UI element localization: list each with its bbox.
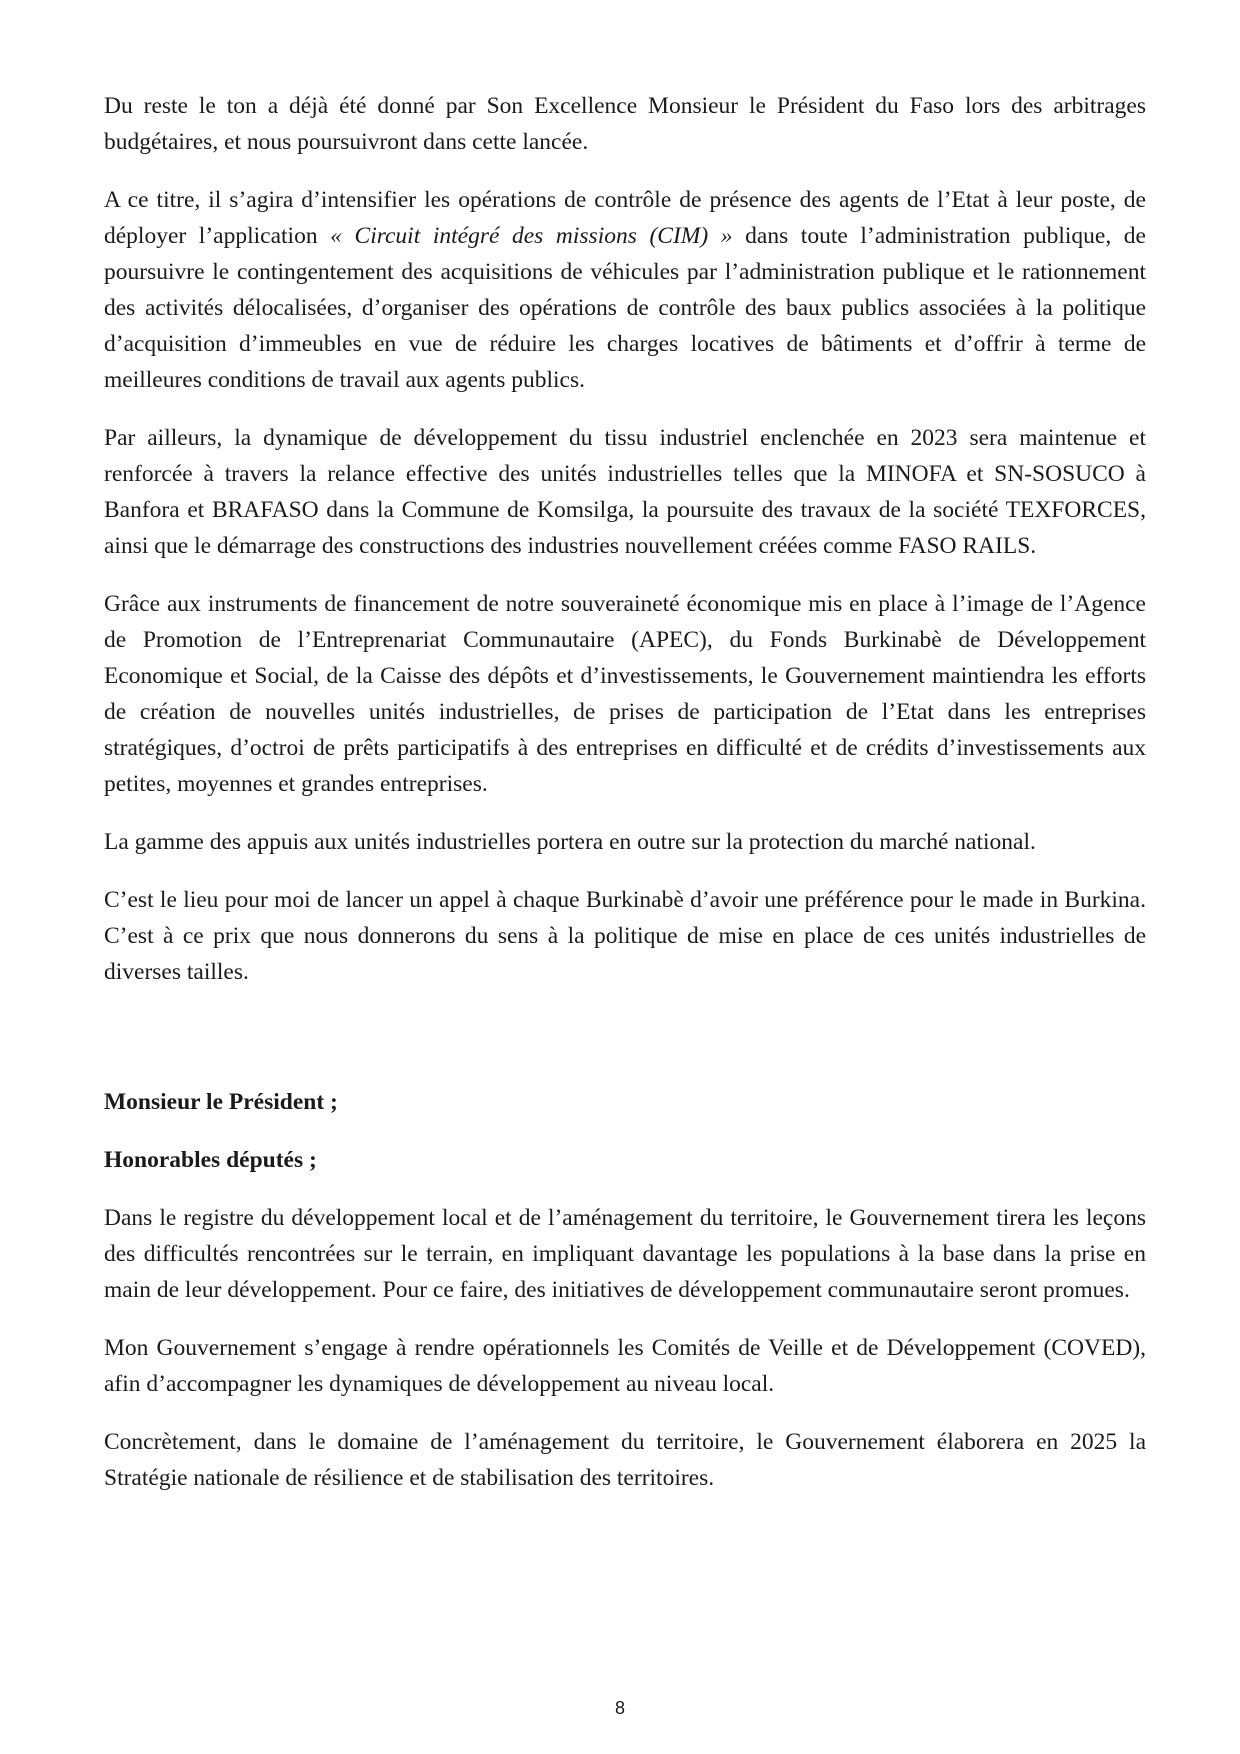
paragraph-tissu-industriel: Par ailleurs, la dynamique de développement du tissu industriel enclenchée en 2023 sera maintenue et renforcée à travers la relance effective des unités industrielles telles que la MINOFA et SN-SOSUCO à Banfora et BRAFASO dans la Commune de Komsilga, la poursuite des travaux de la société TEXFORCES, ainsi que le démarrage des constructions des industries nouvellement créées comme FASO RAILS.	[104, 425, 1146, 559]
paragraph-made-in-burkina: C’est le lieu pour moi de lancer un appel à chaque Burkinabè d’avoir une préférence pour le made in Burkina. C’est à ce prix que nous donnerons du sens à la politique de mise en place de ces unités industrielles de diverses tailles.	[104, 887, 1146, 985]
paragraph-controle-presence	[104, 182, 1146, 398]
paragraph-instruments-financement: Grâce aux instruments de financement de notre souveraineté économique mis en place à l’image de l’Agence de Promotion de l’Entreprenariat Communautaire (APEC), du Fonds Burkinabè de Développement Economique et Social, de la Caisse des dépôts et d’investissements, le Gouvernement maintiendra les efforts de création de nouvelles unités industrielles, de prises de participation de l’Etat dans les entreprises stratégiques, d’octroi de prêts participatifs à des entreprises en difficulté et de crédits d’investissements aux petites, moyennes et grandes entreprises.	[104, 591, 1146, 797]
salutation-deputes: Honorables députés ;	[104, 1147, 317, 1173]
paragraph-developpement-local: Dans le registre du développement local et de l’aménagement du territoire, le Gouvernement tirera les leçons des difficultés rencontrées sur le terrain, en impliquant davantage les populations à la base dans la prise en main de leur développement. Pour ce faire, des initiatives de développement communautaire seront promues.	[104, 1205, 1146, 1303]
paragraph-amenagement-territoire: Concrètement, dans le domaine de l’aménagement du territoire, le Gouvernement élaborera en 2025 la Stratégie nationale de résilience et de stabilisation des territoires.	[104, 1429, 1146, 1491]
paragraph-ton-donne: Du reste le ton a déjà été donné par Son Excellence Monsieur le Président du Faso lors des arbitrages budgétaires, et nous poursuivront dans cette lancée.	[104, 93, 1146, 155]
paragraph-protection-marche: La gamme des appuis aux unités industrielles portera en outre sur la protection du marché national.	[104, 829, 1036, 855]
salutation-president: Monsieur le Président ;	[104, 1089, 338, 1115]
paragraph-text-start: A ce titre, il s’agira d’intensifier les opérations de contrôle de présence des agents de l’Etat à leur poste, de déployer l’application	[104, 187, 1146, 249]
paragraph-text-end: dans toute l’administration publique, de poursuivre le contingentement des acquisitions de véhicules par l’administration publique et le rationnement des activités délocalisées, d’organiser des opérations de contrôle des baux publics associées à la politique d’acquisition d’immeubles en vue de réduire les charges locatives de bâtiments et d’offrir à terme de meilleures conditions de travail aux agents publics.	[104, 223, 1146, 393]
paragraph-coved: Mon Gouvernement s’engage à rendre opérationnels les Comités de Veille et de Développement (COVED), afin d’accompagner les dynamiques de développement au niveau local.	[104, 1335, 1146, 1397]
page-body	[104, 88, 1146, 1518]
section-spacer	[104, 1012, 1146, 1084]
application-name: « Circuit intégré des missions (CIM) »	[330, 223, 733, 249]
page-number: 8	[614, 1698, 625, 1718]
